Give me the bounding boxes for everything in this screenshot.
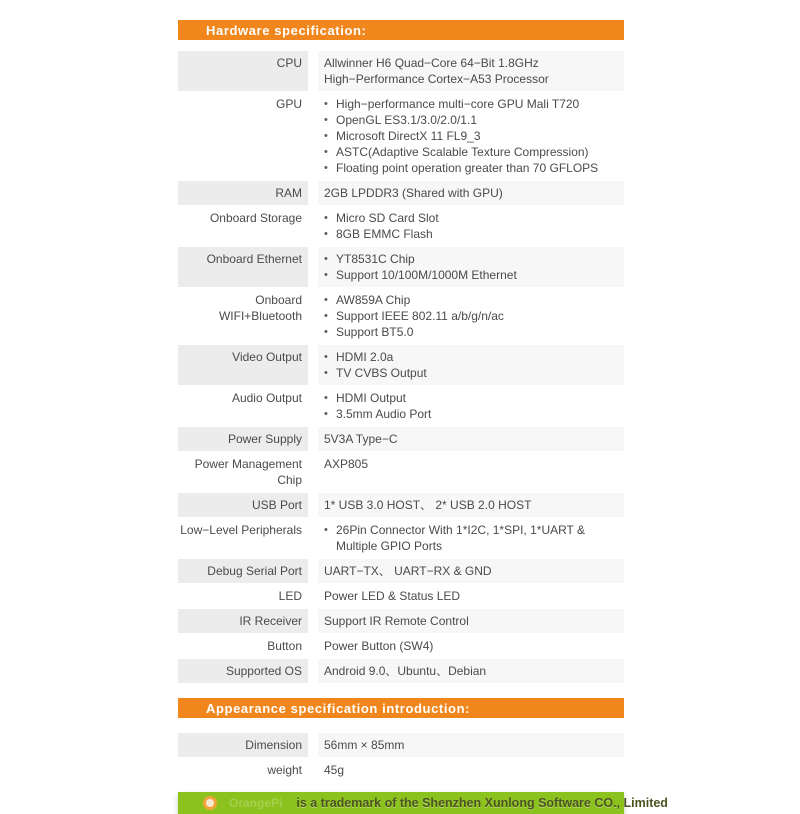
spec-value-item [324,160,616,176]
spec-row-value [318,493,624,517]
spec-item-text: 26Pin Connector With 1*I2C, 1*SPI, 1*UART & Multiple GPIO Ports [336,523,586,553]
column-gap [308,247,318,287]
spec-value-item [324,390,616,406]
spec-item-text: Allwinner H6 Quad−Core 64−Bit 1.8GHz High−Performance Cortex−A53 Processor [324,56,549,86]
bullet-icon: • [324,326,328,338]
spec-row-label: Audio Output [231,391,302,405]
spec-row-label: USB Port [178,493,308,517]
spec-item-text: AXP805 [324,457,369,471]
spec-value-item [324,55,616,87]
spec-item-text: OpenGL ES3.1/3.0/2.0/1.1 [336,113,477,127]
spec-value-item [324,226,616,242]
bullet-icon: • [324,269,328,281]
bullet-icon: • [324,351,328,363]
spec-value-item [324,431,616,447]
column-gap [308,345,318,385]
spec-row [178,386,624,426]
spec-value-item [324,737,616,753]
bullet-icon: • [324,367,328,379]
bullet-icon: • [324,294,328,306]
column-gap [308,659,318,683]
spec-row-value [318,518,624,558]
spec-value-item [324,349,616,365]
spec-value-item [324,638,616,654]
spec-value-item [324,267,616,283]
spec-value-item [324,308,616,324]
spec-value-item [324,251,616,267]
spec-item-text: HDMI 2.0a [336,350,394,364]
column-gap [308,733,318,757]
bullet-icon: • [324,98,328,110]
spec-row-value [318,51,624,91]
spec-value-item [324,497,616,513]
spec-item-text: Support BT5.0 [336,325,414,339]
spec-row [178,345,624,385]
spec-row [178,659,624,683]
spec-item-text: 1* USB 3.0 HOST、 2* USB 2.0 HOST [324,498,532,512]
column-gap [308,559,318,583]
spec-row-label: IR Receiver [178,609,308,633]
column-gap [308,758,318,782]
spec-value-item [324,456,616,472]
spec-row-label: Onboard WIFI+Bluetooth [218,293,302,323]
hardware-section-header [178,20,624,40]
spec-value-item [324,365,616,381]
column-gap [308,92,318,180]
spec-row-value [318,659,624,683]
spec-row-label: GPU [275,97,302,111]
hardware-spec-table [178,51,624,683]
spec-value-item [324,762,616,778]
spec-value-item [324,210,616,226]
column-gap [308,51,318,91]
column-gap [308,493,318,517]
spec-row-label: Button [267,639,302,653]
spec-row [178,634,624,658]
spec-item-text: High−performance multi−core GPU Mali T720 [336,97,580,111]
orangepi-logo-icon [203,796,217,810]
spec-item-text: Support 10/100M/1000M Ethernet [336,268,517,282]
spec-row-label: LED [278,589,302,603]
spec-row-label: weight [267,763,302,777]
spec-item-text: Android 9.0、Ubuntu、Debian [324,664,487,678]
spec-row-value [318,206,624,246]
spec-item-text: 56mm × 85mm [324,738,405,752]
spec-row-value [318,452,624,492]
bullet-icon: • [324,114,328,126]
bullet-icon: • [324,253,328,265]
spec-row-value [318,247,624,287]
spec-row-label: CPU [178,51,308,91]
spec-row-label: Power Supply [178,427,308,451]
spec-row [178,758,624,782]
column-gap [308,584,318,608]
spec-row-value [318,345,624,385]
brand-wordmark: OrangePi [229,796,283,810]
column-gap [308,609,318,633]
spec-row [178,288,624,344]
bullet-icon: • [324,524,328,536]
spec-row [178,452,624,492]
column-gap [308,452,318,492]
spec-sheet-page [178,0,668,814]
spec-row-value [318,386,624,426]
spec-item-text: ASTC(Adaptive Scalable Texture Compression) [336,145,589,159]
spec-row-value [318,634,624,658]
spec-row [178,247,624,287]
spec-item-text: AW859A Chip [336,293,411,307]
trademark-text: is a trademark of the Shenzhen Xunlong Software CO., Limited [296,796,668,810]
spec-row-value [318,92,624,180]
spec-item-text: Microsoft DirectX 11 FL9_3 [336,129,481,143]
appearance-section-title: Appearance specification introduction: [206,700,471,716]
appearance-section-header [178,698,624,718]
spec-row-label: Debug Serial Port [178,559,308,583]
bullet-icon: • [324,130,328,142]
spec-item-text: Power LED & Status LED [324,589,461,603]
spec-row [178,51,624,91]
spec-row [178,559,624,583]
spec-row [178,206,624,246]
bullet-icon: • [324,392,328,404]
bullet-icon: • [324,310,328,322]
spec-value-item [324,588,616,604]
spec-row-value [318,584,624,608]
column-gap [308,634,318,658]
spec-value-item [324,613,616,629]
spec-item-text: 8GB EMMC Flash [336,227,433,241]
spec-row-label: Power Management Chip [194,457,302,487]
spec-value-item [324,522,616,554]
spec-row-label: RAM [178,181,308,205]
spec-row-value [318,559,624,583]
spec-row [178,92,624,180]
column-gap [308,427,318,451]
bullet-icon: • [324,408,328,420]
bullet-icon: • [324,162,328,174]
bullet-icon: • [324,228,328,240]
spec-item-text: 2GB LPDDR3 (Shared with GPU) [324,186,503,200]
spec-row-label: Onboard Ethernet [178,247,308,287]
spec-row-value [318,181,624,205]
spec-value-item [324,406,616,422]
column-gap [308,386,318,426]
spec-row-label: Supported OS [178,659,308,683]
spec-value-item [324,292,616,308]
spec-row-label: Low−Level Peripherals [180,523,302,537]
spec-item-text: 45g [324,763,345,777]
spec-row [178,609,624,633]
spec-row [178,181,624,205]
spec-row-label: Onboard Storage [209,211,302,225]
spec-item-text: Support IEEE 802.11 a/b/g/n/ac [336,309,504,323]
column-gap [308,288,318,344]
spec-row [178,493,624,517]
spec-item-text: 3.5mm Audio Port [336,407,432,421]
spec-item-text: Floating point operation greater than 70 GFLOPS [336,161,599,175]
spec-row-value [318,733,624,757]
spec-value-item [324,112,616,128]
spec-value-item [324,144,616,160]
appearance-spec-table [178,733,624,782]
column-gap [308,518,318,558]
spec-value-item [324,563,616,579]
spec-row [178,427,624,451]
spec-item-text: Micro SD Card Slot [336,211,439,225]
spec-row-label: Video Output [178,345,308,385]
spec-row-label: Dimension [178,733,308,757]
spec-value-item [324,128,616,144]
spec-item-text: TV CVBS Output [336,366,427,380]
column-gap [308,181,318,205]
spec-value-item [324,324,616,340]
spec-row-value [318,427,624,451]
spec-item-text: HDMI Output [336,391,407,405]
spec-row [178,584,624,608]
spec-item-text: 5V3A Type−C [324,432,398,446]
spec-item-text: Power Button (SW4) [324,639,434,653]
column-gap [308,206,318,246]
spec-item-text: UART−TX、 UART−RX & GND [324,564,492,578]
bullet-icon: • [324,146,328,158]
trademark-banner [178,792,668,814]
spec-value-item [324,663,616,679]
spec-row [178,518,624,558]
spec-item-text: Support IR Remote Control [324,614,469,628]
spec-row-value [318,758,624,782]
spec-row-value [318,288,624,344]
spec-value-item [324,185,616,201]
spec-row-value [318,609,624,633]
bullet-icon: • [324,212,328,224]
hardware-section-title: Hardware specification: [206,22,367,38]
spec-item-text: YT8531C Chip [336,252,415,266]
spec-value-item [324,96,616,112]
spec-row [178,733,624,757]
